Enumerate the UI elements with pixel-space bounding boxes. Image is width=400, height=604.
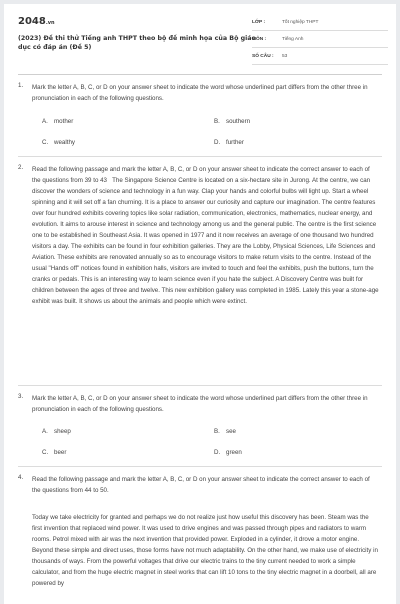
option-a[interactable] (42, 428, 71, 435)
question-number: 1. (18, 82, 24, 89)
option-a[interactable] (42, 118, 73, 125)
option-text: mother (54, 118, 74, 125)
question-divider (18, 466, 382, 467)
option-text: beer (54, 449, 67, 456)
option-letter: A. (42, 428, 48, 435)
option-text: sheep (54, 428, 71, 435)
question-text: Mark the letter A, B, C, or D on your answer sheet to indicate the word whose underlined part differs from the other three in pronunciation in each of the following questions. (32, 84, 368, 102)
question-divider (18, 385, 382, 386)
site-logo[interactable] (18, 16, 55, 27)
option-d[interactable] (214, 139, 244, 146)
meta-row-class (252, 14, 388, 31)
meta-label-subject: MÔN : (252, 36, 267, 42)
meta-value-count: 53 (282, 53, 288, 59)
option-letter: B. (214, 118, 220, 125)
question-text: Read the following passage and mark the letter A, B, C, or D on your answer sheet to indicate the correct answer to each of the questions from 44 to 50. (32, 476, 370, 494)
option-c[interactable] (42, 449, 66, 456)
option-letter: A. (42, 118, 48, 125)
question-text: Mark the letter A, B, C, or D on your answer sheet to indicate the word whose underlined part differs from the other three in pronunciation in each of the following questions. (32, 395, 368, 413)
reading-passage: The Singapore Science Centre is located on a six-hectare site in Jurong. At the centre, we can discover the wonders of science and technology in a fun way. Clap your hands and colorful bulbs will light up. Start a wheel spinning and it will set off a fan churning. It is a place to answer our curiosity and capture our imagination. The centre features over four hundred exhibits covering topics like solar radiation, communication, electronics, mathematics, nuclear energy, and evolution. It aims to arouse interest in science and technology among us and the general public. The centre is the first science one to be established in Southeast Asia. It was opened in 1977 and it now receives an average of one thousand two hundred visitors a day. The exhibits can be found in four exhibition galleries. They are the Lobby, Physical Sciences, Life Sciences and Aviation. These exhibits are renovated annually so as to encourage visitors to make return visits to the centre. Instead of the usual "Hands off" notices found in exhibition halls, visitors are invited to touch and feel the exhibits, push the buttons, turn the cranks or pedals. This is an interesting way to learn science even if you hate the subject. A Discovery Centre was built for children between the ages of three and twelve. This new exhibition gallery was completed in 1985. Lately this year a stone-age exhibit was built. It shows us about the animals and people which were extinct. (32, 177, 379, 305)
option-d[interactable] (214, 449, 242, 456)
question-number: 2. (18, 164, 24, 171)
question-3 (18, 393, 382, 456)
option-letter: D. (214, 449, 221, 456)
question-text: Read the following passage and mark the letter A, B, C, or D on your answer sheet to indicate the correct answer to each of the questions from 39 to 43 (32, 166, 370, 184)
option-text: see (226, 428, 236, 435)
exam-title: (2023) Đề thi thử Tiếng anh THPT theo bộ đề minh họa của Bộ giáo dục có đáp án (Đề 5) (18, 35, 256, 51)
question-number: 4. (18, 474, 24, 481)
option-letter: D. (214, 139, 221, 146)
question-4 (18, 474, 382, 500)
option-text: green (226, 449, 242, 456)
meta-label-count: SỐ CÂU : (252, 53, 274, 59)
option-b[interactable] (214, 428, 236, 435)
option-letter: C. (42, 449, 49, 456)
exam-meta-table (252, 14, 388, 65)
meta-label-class: LỚP : (252, 19, 266, 25)
option-letter: C. (42, 139, 49, 146)
meta-value-class: Tốt nghiệp THPT (282, 19, 319, 25)
reading-passage: Today we take electricity for granted and perhaps we do not realize just how useful this discovery has been. Steam was the first invention that replaced wind power. It was used to drive engines and was passed through pipes and radiators to warm rooms. Petrol mixed with air was the next invention that provided power. Exploded in a cylinder, it drove a motor engine. Beyond these simple and direct uses, those forms have not much adaptability. On the other hand, we make use of electricity in thousands of ways. From the powerful voltages that drive our electric trains to the tiny current needed to work a simple calculator, and from the huge electric magnet in steel works that can lift 10 tons to the tiny electric magnet in a doorbell, all are powered by (32, 514, 378, 587)
logo-suffix: .vn (45, 20, 55, 26)
option-b[interactable] (214, 118, 250, 125)
header-divider (18, 74, 382, 75)
exam-page (4, 4, 396, 604)
question-1 (18, 82, 382, 146)
meta-row-subject (252, 31, 388, 48)
option-letter: B. (214, 428, 220, 435)
option-text: southern (226, 118, 251, 125)
option-text: wealthy (54, 139, 75, 146)
meta-value-subject: Tiếng Anh (282, 36, 304, 42)
exam-header (4, 4, 396, 70)
logo-text: 2048 (18, 16, 46, 27)
option-c[interactable] (42, 139, 75, 146)
question-divider (18, 156, 382, 157)
question-2-body (32, 164, 380, 307)
meta-row-count (252, 48, 388, 65)
question-number: 3. (18, 393, 24, 400)
option-text: further (226, 139, 244, 146)
